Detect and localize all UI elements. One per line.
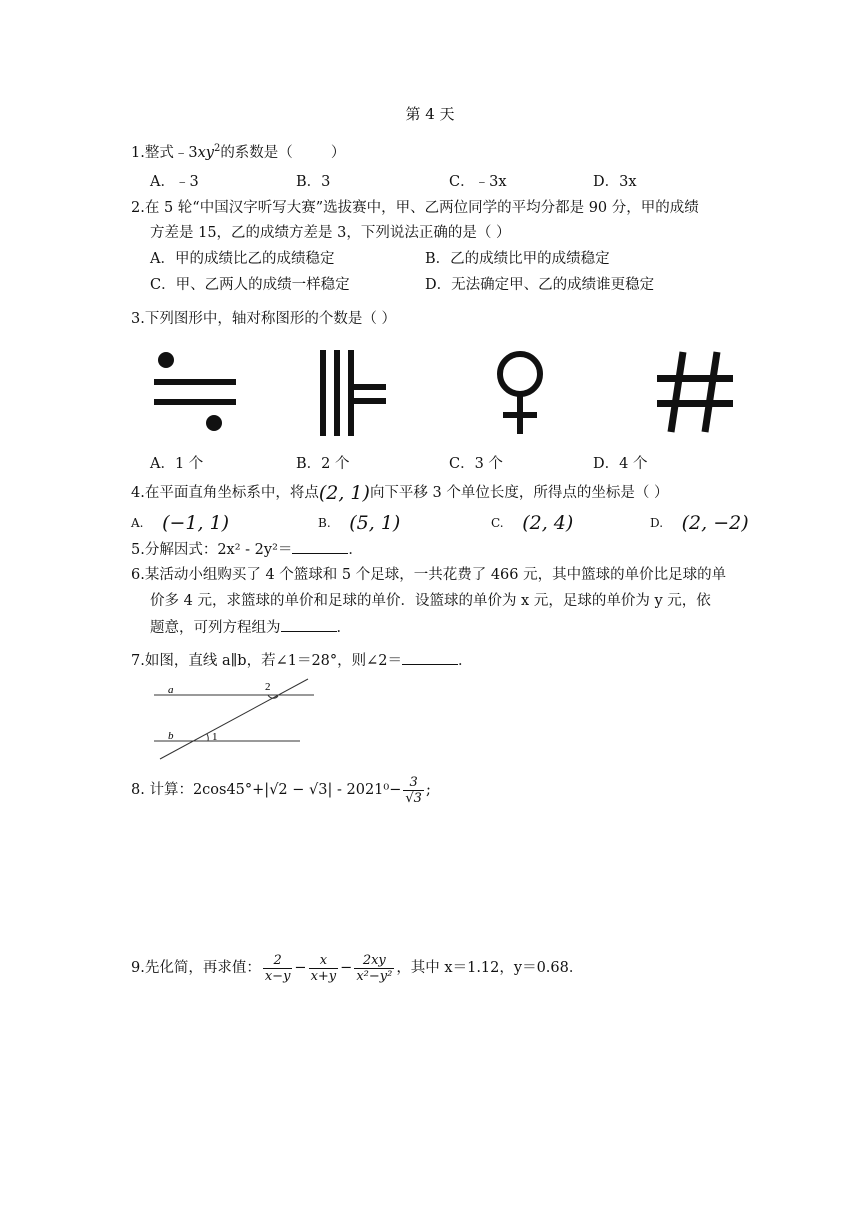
question-5 bbox=[131, 539, 363, 560]
label-angle-2: 2 bbox=[265, 681, 271, 693]
q2-option-c: C．甲、乙两人的成绩一样稳定 bbox=[150, 277, 350, 293]
question-3-stem: 3.下列图形中，轴对称图形的个数是（ ） bbox=[131, 311, 396, 327]
page-title: 第 4 天 bbox=[405, 105, 455, 123]
q9-f2-num: x bbox=[309, 953, 339, 969]
q6-answer-blank[interactable] bbox=[281, 617, 337, 632]
q4-prefix: 4.在平面直角坐标系中，将点 bbox=[131, 485, 319, 501]
label-b: b bbox=[168, 730, 174, 742]
q1-option-a: A．﹣3 bbox=[150, 174, 199, 190]
q4-option-d bbox=[650, 513, 749, 533]
q1-option-b: B．3 bbox=[296, 174, 331, 190]
q4-option-a bbox=[131, 513, 229, 533]
q2-option-b: B．乙的成绩比甲的成绩稳定 bbox=[425, 251, 610, 267]
q4-option-a-letter: A. bbox=[131, 516, 144, 530]
q5-text: 5.分解因式：2x² - 2y²＝ bbox=[131, 542, 293, 558]
q4-option-b-letter: B. bbox=[318, 516, 331, 530]
division-sign-icon bbox=[150, 350, 240, 434]
q9-fraction-2 bbox=[309, 953, 339, 984]
q9-suffix: ，其中 x＝1.12，y＝0.68． bbox=[396, 960, 584, 976]
q3-option-c: C．3 个 bbox=[449, 456, 503, 472]
q8-end: ; bbox=[425, 782, 431, 798]
q9-f3-num: 2xy bbox=[354, 953, 394, 969]
q9-fraction-1 bbox=[263, 953, 293, 984]
q3-option-d: D．4 个 bbox=[593, 456, 648, 472]
q1-suffix: 的系数是（ bbox=[220, 144, 293, 161]
question-9 bbox=[131, 950, 583, 986]
q3-option-b: B．2 个 bbox=[296, 456, 350, 472]
question-6-line-3 bbox=[150, 617, 351, 638]
q4-option-b bbox=[318, 513, 400, 533]
question-2-line-2: 方差是 15，乙的成绩方差是 3，下列说法正确的是（ ） bbox=[150, 225, 511, 241]
q2-option-d: D．无法确定甲、乙的成绩谁更稳定 bbox=[425, 277, 655, 293]
q1-close: ） bbox=[330, 144, 346, 161]
q5-answer-blank[interactable] bbox=[292, 539, 348, 554]
parallel-lines-diagram bbox=[150, 675, 320, 763]
label-angle-1: 1 bbox=[212, 731, 218, 743]
q4-option-c-value: (2, 4) bbox=[522, 512, 574, 534]
q6-line3-text: 题意，可列方程组为 bbox=[150, 620, 281, 636]
q8-frac-den: √3 bbox=[405, 790, 422, 806]
q9-f2-den: x+y bbox=[310, 968, 337, 984]
q4-option-c-letter: C. bbox=[491, 516, 504, 530]
q2-option-a: A．甲的成绩比乙的成绩稳定 bbox=[150, 251, 335, 267]
q9-f3-den: x²−y² bbox=[356, 968, 393, 984]
q1-prefix: 1.整式﹣3 bbox=[131, 144, 198, 161]
question-1-stem bbox=[131, 139, 345, 163]
question-7 bbox=[131, 650, 473, 671]
question-4-stem bbox=[131, 483, 669, 503]
q9-op2: − bbox=[340, 960, 353, 976]
q4-option-d-letter: D. bbox=[650, 516, 664, 530]
q3-option-a: A．1 个 bbox=[150, 456, 204, 472]
q1-option-d: D．3x bbox=[593, 174, 637, 190]
parallel-hook-symbol-icon bbox=[316, 350, 388, 438]
q1-exponent: 2 bbox=[213, 143, 221, 154]
q5-end: ． bbox=[348, 542, 363, 558]
q4-option-c bbox=[491, 513, 573, 533]
q4-option-d-value: (2, −2) bbox=[681, 512, 749, 534]
question-8 bbox=[131, 772, 431, 808]
q9-fraction-3 bbox=[354, 953, 394, 984]
question-2-line-1: 2.在 5 轮“中国汉字听写大赛”选拔赛中，甲、乙两位同学的平均分都是 90 分，甲的成绩 bbox=[131, 200, 699, 216]
transversal-line bbox=[160, 679, 308, 759]
q1-variable: xy bbox=[197, 144, 214, 161]
q7-answer-blank[interactable] bbox=[402, 650, 458, 665]
q9-op1: − bbox=[294, 960, 307, 976]
question-6-line-2: 价多 4 元，求篮球的单价和足球的单价．设篮球的单价为 x 元，足球的单价为 y 元，依 bbox=[150, 593, 711, 609]
q9-f1-den: x−y bbox=[264, 968, 291, 984]
q8-expression: 8. 计算：2cos45°+|√2 − √3| - 2021⁰− bbox=[131, 782, 402, 798]
q1-option-c: C．﹣3x bbox=[449, 174, 507, 190]
q9-f1-num: 2 bbox=[263, 953, 293, 969]
q9-prefix: 9.先化简，再求值： bbox=[131, 960, 261, 976]
q4-point: (2, 1) bbox=[318, 482, 370, 504]
q6-end: ． bbox=[336, 620, 351, 636]
label-a: a bbox=[168, 684, 174, 696]
q7-text: 7.如图，直线 a∥b，若∠1＝28°，则∠2＝ bbox=[131, 653, 403, 669]
venus-symbol-icon bbox=[490, 350, 550, 436]
q8-fraction bbox=[403, 775, 424, 806]
q8-frac-num: 3 bbox=[403, 775, 424, 791]
q7-end: ． bbox=[458, 653, 473, 669]
q4-option-a-value: (−1, 1) bbox=[162, 512, 230, 534]
hash-symbol-icon bbox=[655, 350, 735, 434]
question-6-line-1: 6.某活动小组购买了 4 个篮球和 5 个足球，一共花费了 466 元，其中篮球的单价比足球的单 bbox=[131, 567, 727, 583]
q4-suffix: 向下平移 3 个单位长度，所得点的坐标是（ ） bbox=[369, 485, 669, 501]
q4-option-b-value: (5, 1) bbox=[349, 512, 401, 534]
